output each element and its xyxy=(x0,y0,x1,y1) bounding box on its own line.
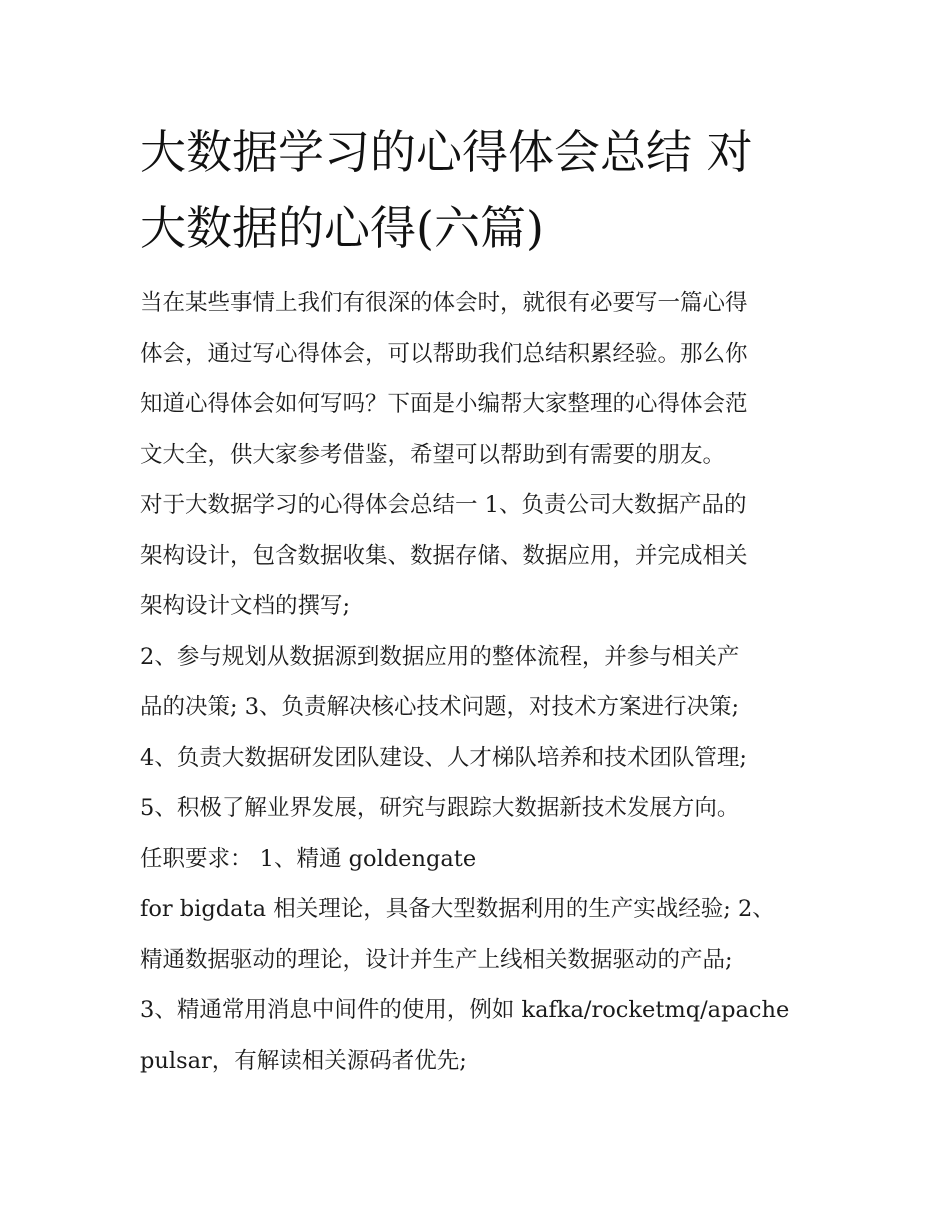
body-line: 精通数据驱动的理论，设计并生产上线相关数据驱动的产品; xyxy=(140,946,733,973)
body-line: 任职要求： 1、精通 goldengate xyxy=(140,845,477,872)
body-line: 3、精通常用消息中间件的使用，例如 kafka/rocketmq/apache xyxy=(140,997,790,1023)
body-line: 文大全，供大家参考借鉴，希望可以帮助到有需要的朋友。 xyxy=(140,441,726,468)
body-line: 4、负责大数据研发团队建设、人才梯队培养和技术团队管理; xyxy=(140,744,747,771)
body-line: 当在某些事情上我们有很深的体会时，就很有必要写一篇心得 xyxy=(140,290,748,316)
body-line: 架构设计，包含数据收集、数据存储、数据应用，并完成相关 xyxy=(140,542,748,569)
body-line: 2、参与规划从数据源到数据应用的整体流程，并参与相关产 xyxy=(140,643,740,670)
title-line: 大数据的心得(六篇) xyxy=(140,201,544,255)
body-line: 架构设计文档的撰写; xyxy=(140,593,351,619)
body-line: 体会，通过写心得体会，可以帮助我们总结积累经验。那么你 xyxy=(140,340,748,367)
body-line: pulsar，有解读相关源码者优先; xyxy=(140,1047,467,1074)
document-body xyxy=(140,278,830,1086)
body-line: for bigdata 相关理论，具备大型数据利用的生产实战经验; 2、 xyxy=(140,896,775,922)
body-line: 品的决策; 3、负责解决核心技术问题，对技术方案进行决策; xyxy=(140,694,740,720)
title-line: 大数据学习的心得体会总结 对 xyxy=(140,125,753,179)
body-line: 5、积极了解业界发展，研究与跟踪大数据新技术发展方向。 xyxy=(140,795,740,821)
body-line: 对于大数据学习的心得体会总结一 1、负责公司大数据产品的 xyxy=(140,492,747,518)
body-line: 知道心得体会如何写吗？下面是小编帮大家整理的心得体会范 xyxy=(140,391,748,417)
document-title xyxy=(140,114,820,266)
